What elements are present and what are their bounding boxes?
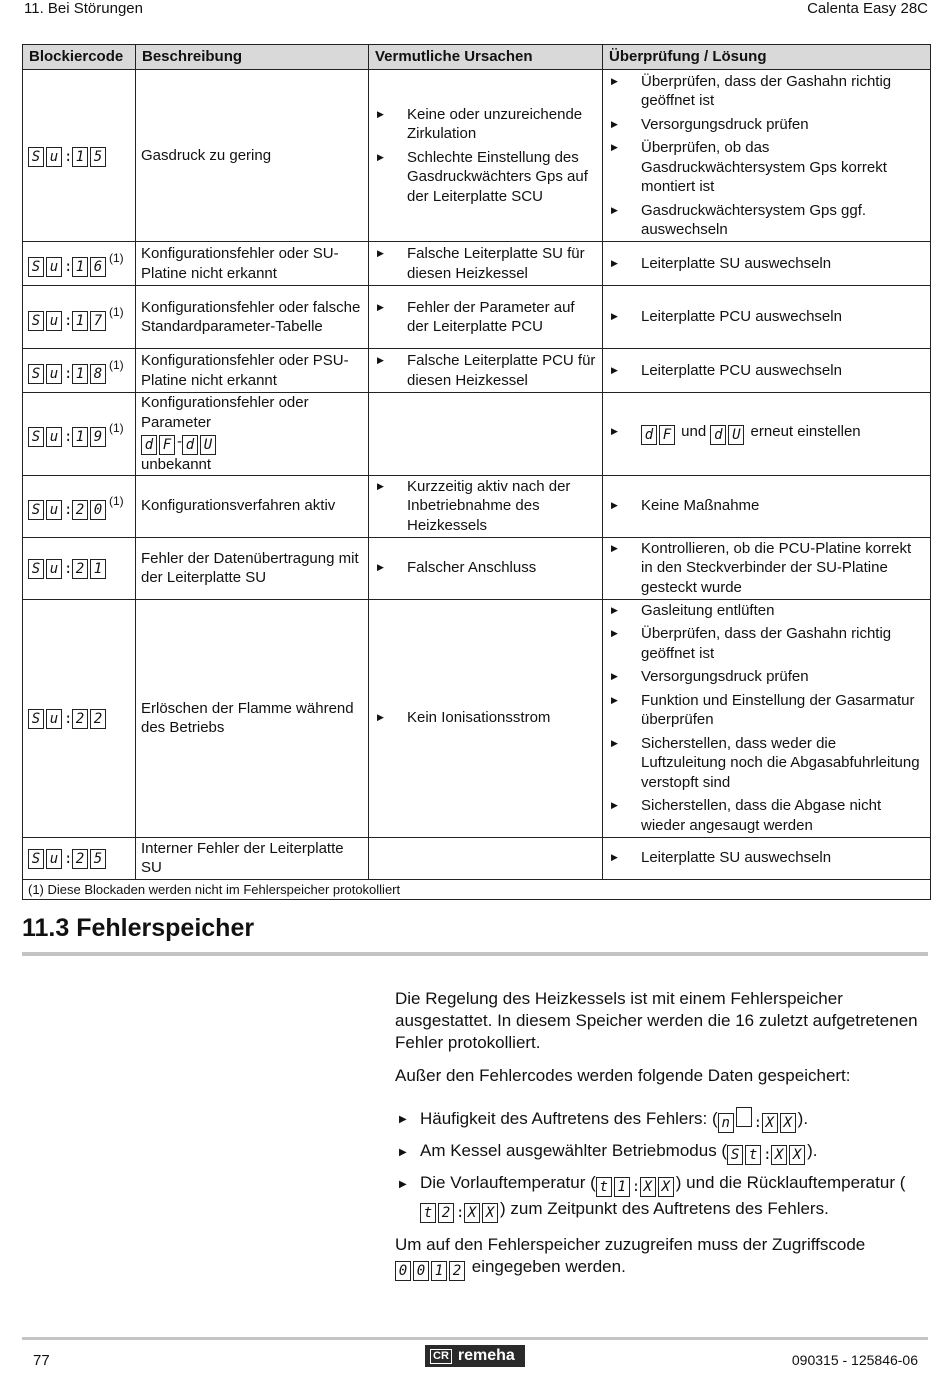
solutions-cell — [603, 537, 931, 599]
seven-segment-code: S u : 1 6 — [28, 257, 108, 278]
solutions-cell — [603, 837, 931, 879]
list-item: ▶ Schlechte Einstellung des Gasdruckwächters Gps auf der Leiterplatte SCU — [374, 148, 597, 207]
footnote-marker: (1) — [109, 304, 124, 319]
causes-cell — [369, 475, 603, 537]
footnote-marker: (1) — [109, 493, 124, 508]
table-header-row — [23, 45, 931, 70]
list-item: ▶ Leiterplatte SU auswechseln — [608, 848, 925, 868]
seven-segment-code: S u : 2 5 — [28, 849, 108, 870]
causes-cell — [369, 70, 603, 242]
seven-segment-code: S u : 1 7 — [28, 311, 108, 332]
seven-segment-code: S u : 1 5 — [28, 147, 108, 168]
blocking-code-cell — [23, 475, 136, 537]
list-item: ▶ Versorgungsdruck prüfen — [608, 667, 925, 687]
blocking-code-cell — [23, 242, 136, 286]
page-number: 77 — [33, 1352, 50, 1369]
table-row — [23, 70, 931, 242]
paragraph: Außer den Fehlercodes werden folgende Daten gespeichert: — [395, 1066, 851, 1085]
blocking-code-cell — [23, 286, 136, 349]
list-item: ▶ Überprüfen, dass der Gashahn richtig geöffnet ist — [608, 624, 925, 663]
chapter-title: 11. Bei Störungen — [24, 0, 143, 17]
param-du-code: d U — [182, 435, 218, 455]
table-row — [23, 393, 931, 476]
list-item: ▶ Gasleitung entlüften — [608, 601, 925, 621]
col-header-causes: Vermutliche Ursachen — [369, 45, 603, 70]
description-cell: Konfigurationsfehler oder PSU-Platine nicht erkannt — [136, 349, 369, 393]
solutions-cell — [603, 286, 931, 349]
list-item: ▶ Leiterplatte SU auswechseln — [608, 254, 925, 274]
list-item: ▶ Kurzzeitig aktiv nach der Inbetriebnahme des Heizkessels — [374, 477, 597, 536]
list-item: ▶ Die Vorlauftemperatur ( t 1 : X X ) und die Rücklauftemperatur (t 2 : X X ) zum Zeitpunkt des Auftretens des Fehlers. — [395, 1172, 935, 1224]
list-item: ▶ Sicherstellen, dass die Abgase nicht wieder angesaugt werden — [608, 796, 925, 835]
list-item: ▶ Häufigkeit des Auftretens des Fehlers: ( n : X X ). — [395, 1107, 935, 1134]
seven-segment-code: S u : 2 2 — [28, 709, 108, 730]
causes-cell — [369, 393, 603, 476]
solutions-cell — [603, 242, 931, 286]
section-divider — [22, 952, 928, 956]
causes-cell — [369, 537, 603, 599]
description-cell: Fehler der Datenübertragung mit der Leiterplatte SU — [136, 537, 369, 599]
section-title: 11.3 Fehlerspeicher — [22, 914, 255, 942]
product-name: Calenta Easy 28C — [807, 0, 928, 17]
seven-segment-code: S u : 2 0 — [28, 500, 108, 521]
blocking-code-cell — [23, 599, 136, 837]
list-item: ▶ d F und d U erneut einstellen — [608, 422, 925, 445]
table-row — [23, 242, 931, 286]
paragraph: Die Regelung des Heizkessels ist mit einem Fehlerspeicher ausgestattet. In diesem Speicher werden die 16 zuletzt aufgetretenen Fehler protokolliert. — [395, 989, 918, 1052]
table-row — [23, 349, 931, 393]
col-header-code: Blockiercode — [23, 45, 136, 70]
list-item: ▶ Am Kessel ausgewählter Betriebmodus ( S t : X X ). — [395, 1140, 935, 1166]
blocking-code-cell — [23, 393, 136, 476]
seven-segment-code: S u : 2 1 — [28, 559, 108, 580]
section-body — [395, 988, 935, 1292]
list-item: ▶ Fehler der Parameter auf der Leiterplatte PCU — [374, 298, 597, 337]
table-row — [23, 599, 931, 837]
logo-mark: CR — [430, 1349, 452, 1364]
remeha-logo — [425, 1345, 525, 1367]
causes-cell — [369, 286, 603, 349]
description-cell: Konfigurationsverfahren aktiv — [136, 475, 369, 537]
document-number: 090315 - 125846-06 — [791, 1352, 918, 1368]
causes-cell — [369, 837, 603, 879]
blocking-code-table — [22, 44, 931, 900]
col-header-solution: Überprüfung / Lösung — [603, 45, 931, 70]
causes-cell — [369, 242, 603, 286]
list-item: ▶ Überprüfen, ob das Gasdruckwächtersystem Gps korrekt montiert ist — [608, 138, 925, 197]
solutions-cell — [603, 70, 931, 242]
list-item: ▶ Versorgungsdruck prüfen — [608, 115, 925, 135]
description-cell: Konfigurationsfehler oder Parameter d F - d U unbekannt — [136, 393, 369, 476]
seven-segment-code: S u : 1 9 — [28, 427, 108, 448]
access-code: 0 0 1 2 — [395, 1259, 467, 1281]
list-item: ▶ Falsche Leiterplatte SU für diesen Heizkessel — [374, 244, 597, 283]
solutions-cell — [603, 475, 931, 537]
paragraph: Um auf den Fehlerspeicher zuzugreifen muss der Zugriffscode 0 0 1 2 eingegeben werden. — [395, 1235, 866, 1279]
col-header-description: Beschreibung — [136, 45, 369, 70]
page-header — [24, 0, 928, 20]
causes-cell — [369, 599, 603, 837]
solutions-cell — [603, 599, 931, 837]
table-row — [23, 286, 931, 349]
list-item: ▶ Leiterplatte PCU auswechseln — [608, 361, 925, 381]
blocking-code-cell — [23, 70, 136, 242]
description-cell: Erlöschen der Flamme während des Betriebs — [136, 599, 369, 837]
list-item: ▶ Überprüfen, dass der Gashahn richtig geöffnet ist — [608, 72, 925, 111]
footnote-marker: (1) — [109, 421, 124, 436]
table-footnote-row — [23, 879, 931, 900]
list-item: ▶ Falscher Anschluss — [374, 558, 597, 578]
solutions-cell — [603, 393, 931, 476]
stored-data-list — [395, 1107, 935, 1224]
list-item: ▶ Sicherstellen, dass weder die Luftzuleitung noch die Abgasabfuhrleitung verstopft sind — [608, 734, 925, 793]
table-row — [23, 475, 931, 537]
solutions-cell — [603, 349, 931, 393]
description-cell: Konfigurationsfehler oder SU-Platine nicht erkannt — [136, 242, 369, 286]
causes-cell — [369, 349, 603, 393]
blocking-code-cell — [23, 349, 136, 393]
description-cell: Konfigurationsfehler oder falsche Standardparameter-Tabelle — [136, 286, 369, 349]
list-item: ▶ Keine Maßnahme — [608, 496, 925, 516]
seven-segment-code: S u : 1 8 — [28, 364, 108, 385]
table-footnote: (1) Diese Blockaden werden nicht im Fehlerspeicher protokolliert — [23, 879, 931, 900]
list-item: ▶ Leiterplatte PCU auswechseln — [608, 307, 925, 327]
footnote-marker: (1) — [109, 358, 124, 372]
list-item: ▶ Funktion und Einstellung der Gasarmatur überprüfen — [608, 691, 925, 730]
logo-text: remeha — [457, 1347, 515, 1364]
list-item: ▶ Gasdruckwächtersystem Gps ggf. auswechseln — [608, 201, 925, 240]
table-row — [23, 537, 931, 599]
blocking-code-cell — [23, 537, 136, 599]
description-cell: Gasdruck zu gering — [136, 70, 369, 242]
list-item: ▶ Keine oder unzureichende Zirkulation — [374, 105, 597, 144]
blocking-code-cell — [23, 837, 136, 879]
list-item: ▶ Kein Ionisationsstrom — [374, 708, 597, 728]
list-item: ▶ Kontrollieren, ob die PCU-Platine korrekt in den Steckverbinder der SU-Platine gesteckt wurde — [608, 539, 925, 598]
param-df-code: d F — [141, 435, 177, 455]
footer-divider — [22, 1337, 928, 1340]
description-cell: Interner Fehler der Leiterplatte SU — [136, 837, 369, 879]
table-row — [23, 837, 931, 879]
footnote-marker: (1) — [109, 251, 124, 265]
list-item: ▶ Falsche Leiterplatte PCU für diesen Heizkessel — [374, 351, 597, 390]
